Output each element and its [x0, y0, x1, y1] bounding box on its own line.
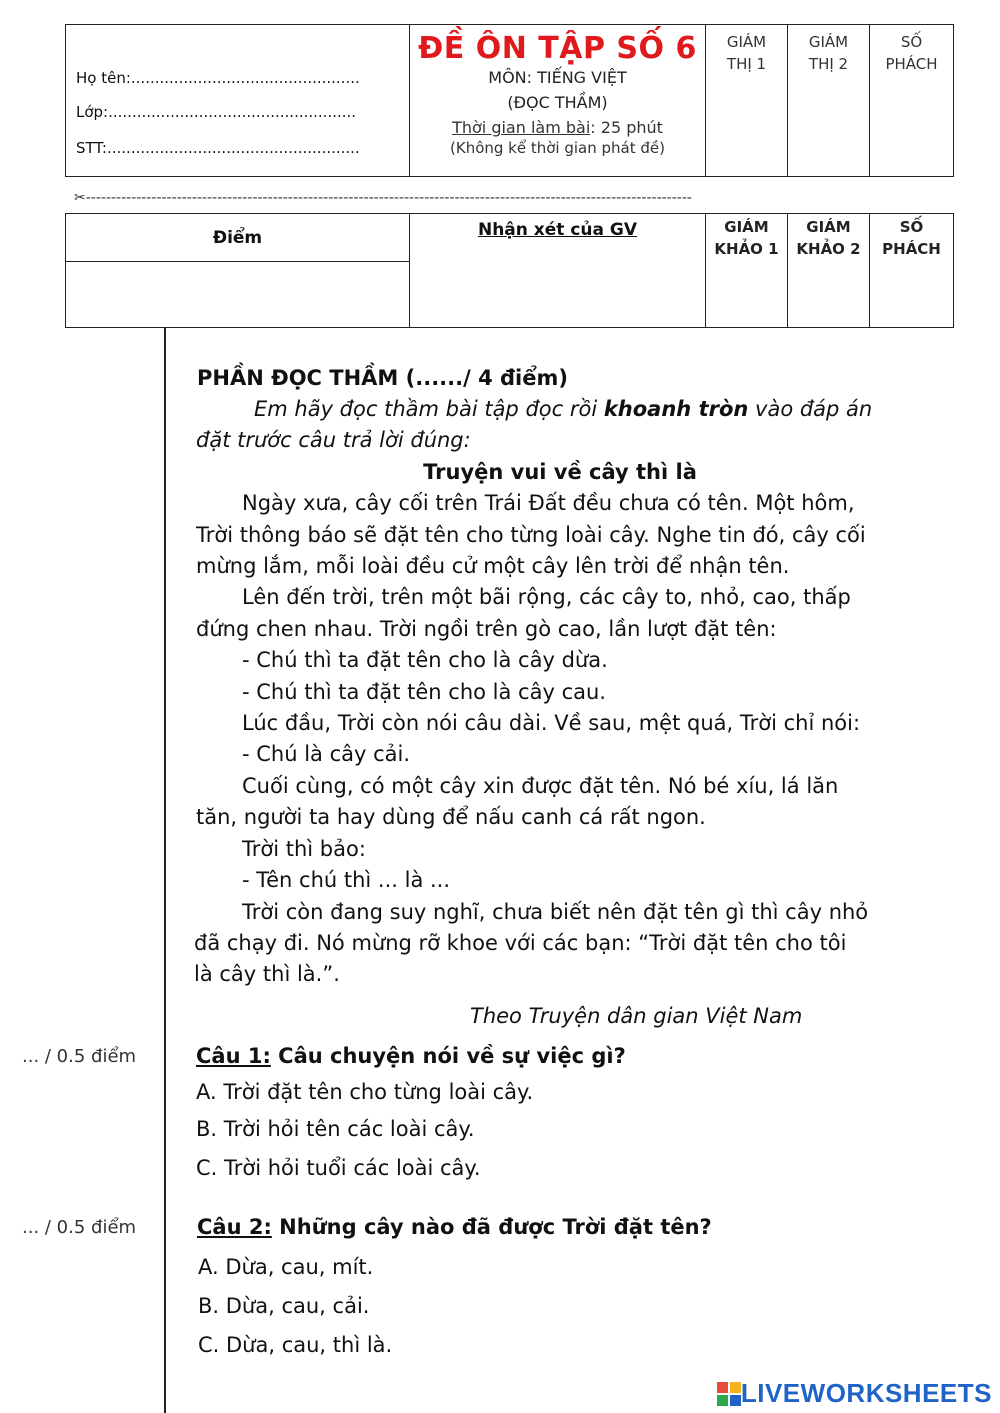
instruction-text-a: Em hãy đọc thầm bài tập đọc rồi	[254, 397, 604, 421]
time-info	[410, 118, 705, 137]
examiner-2-number: KHẢO 2	[796, 240, 861, 258]
story-line: Trời còn đang suy nghĩ, chưa biết nên đặt tên gì thì cây nhỏ	[242, 900, 869, 924]
liveworksheets-text: LIVEWORKSHEETS	[740, 1378, 992, 1408]
score-label: Điểm	[212, 227, 263, 248]
question-1-score: ... / 0.5 điểm	[22, 1046, 137, 1067]
story-line: - Tên chú thì ... là ...	[242, 868, 451, 892]
supervisor-2-label: GIÁM	[808, 33, 849, 51]
instruction-line-1	[254, 394, 872, 425]
liveworksheets-logo	[717, 1378, 992, 1409]
question-1-option-b[interactable]: B. Trời hỏi tên các loài cây.	[196, 1117, 475, 1141]
grading-code-label-2: PHÁCH	[882, 240, 941, 258]
story-line: - Chú thì ta đặt tên cho là cây dừa.	[242, 648, 608, 672]
liveworksheets-icon	[717, 1382, 741, 1406]
examiner-2-cell	[788, 214, 870, 328]
margin-line	[164, 328, 166, 1413]
time-value: : 25 phút	[590, 118, 663, 137]
code-label-1: SỐ	[900, 33, 923, 51]
story-line: Lên đến trời, trên một bãi rộng, các cây to, nhỏ, cao, thấp	[242, 585, 851, 609]
question-2-option-a[interactable]: A. Dừa, cau, mít.	[198, 1255, 374, 1279]
story-source: Theo Truyện dân gian Việt Nam	[470, 1004, 803, 1028]
instruction-bold: khoanh tròn	[603, 397, 749, 421]
student-info-cell	[66, 25, 410, 177]
grading-table	[65, 213, 954, 328]
time-note: (Không kể thời gian phát đề)	[450, 139, 665, 157]
story-line: Cuối cùng, có một cây xin được đặt tên. Nó bé xíu, lá lăn	[242, 774, 839, 798]
name-field[interactable]: Họ tên:................................................	[76, 69, 360, 87]
examiner-1-cell	[706, 214, 788, 328]
examiner-1-number: KHẢO 1	[714, 240, 779, 258]
question-2-text: Những cây nào đã được Trời đặt tên?	[271, 1215, 712, 1239]
question-1-option-a[interactable]: A. Trời đặt tên cho từng loài cây.	[196, 1080, 534, 1104]
comment-label: Nhận xét của GV	[477, 220, 638, 240]
score-label-cell	[66, 214, 410, 262]
story-line: - Chú là cây cải.	[242, 742, 411, 766]
header-table	[65, 24, 954, 177]
question-2	[197, 1215, 712, 1239]
section-type: (ĐỌC THẦM)	[507, 93, 608, 112]
story-line: Lúc đầu, Trời còn nói câu dài. Về sau, mệt quá, Trời chỉ nói:	[242, 711, 861, 735]
instruction-text-b: vào đáp án	[748, 397, 873, 421]
story-line: mừng lắm, mỗi loài đều cử một cây lên trời để nhận tên.	[196, 554, 790, 578]
score-value-cell[interactable]	[66, 262, 410, 328]
time-label: Thời gian làm bài	[452, 118, 591, 137]
examiner-1-label: GIÁM	[724, 218, 769, 236]
story-line: - Chú thì ta đặt tên cho là cây cau.	[242, 680, 606, 704]
question-1-text: Câu chuyện nói về sự việc gì?	[270, 1044, 626, 1068]
instruction-line-2: đặt trước câu trả lời đúng:	[196, 428, 471, 452]
question-1-label: Câu 1:	[196, 1044, 271, 1068]
story-line: đã chạy đi. Nó mừng rỡ khoe với các bạn: “Trời đặt tên cho tôi	[194, 931, 847, 955]
grading-code-label-1: SỐ	[899, 218, 924, 236]
story-line: tăn, người ta hay dùng để nấu canh cá rất ngon.	[196, 805, 706, 829]
grading-code-cell	[870, 214, 954, 328]
examiner-2-label: GIÁM	[806, 218, 851, 236]
question-2-score: ... / 0.5 điểm	[22, 1217, 137, 1238]
stt-field[interactable]: STT:.....................................................	[76, 139, 360, 157]
comment-cell[interactable]	[410, 214, 706, 328]
section-heading: PHẦN ĐỌC THẦM (....../ 4 điểm)	[197, 366, 568, 390]
question-2-label: Câu 2:	[197, 1215, 272, 1239]
supervisor-1-number: THỊ 1	[726, 55, 767, 73]
subject: MÔN: TIẾNG VIỆT	[488, 68, 627, 87]
class-field[interactable]: Lớp:....................................................	[76, 103, 357, 121]
code-cell	[870, 25, 954, 177]
exam-title: ĐỀ ÔN TẬP SỐ 6	[418, 31, 697, 66]
story-line: Trời thì bảo:	[242, 837, 366, 861]
exam-title-cell	[410, 25, 706, 177]
supervisor-2-cell	[788, 25, 870, 177]
supervisor-1-label: GIÁM	[726, 33, 767, 51]
question-1-option-c[interactable]: C. Trời hỏi tuổi các loài cây.	[196, 1156, 481, 1180]
story-line: đứng chen nhau. Trời ngồi trên gò cao, lần lượt đặt tên:	[196, 617, 777, 641]
story-line: Trời thông báo sẽ đặt tên cho từng loài cây. Nghe tin đó, cây cối	[196, 523, 866, 547]
code-label-2: PHÁCH	[885, 55, 938, 73]
question-2-option-c[interactable]: C. Dừa, cau, thì là.	[198, 1333, 393, 1357]
question-2-option-b[interactable]: B. Dừa, cau, cải.	[198, 1294, 370, 1318]
story-line: là cây thì là.”.	[194, 962, 340, 986]
supervisor-1-cell	[706, 25, 788, 177]
cut-line: ✂------------------------------------------------------------------------------------------------------------------------	[74, 190, 692, 206]
story-line: Ngày xưa, cây cối trên Trái Đất đều chưa có tên. Một hôm,	[242, 491, 855, 515]
supervisor-2-number: THỊ 2	[808, 55, 849, 73]
question-1	[196, 1044, 626, 1068]
story-title: Truyện vui về cây thì là	[423, 460, 697, 484]
